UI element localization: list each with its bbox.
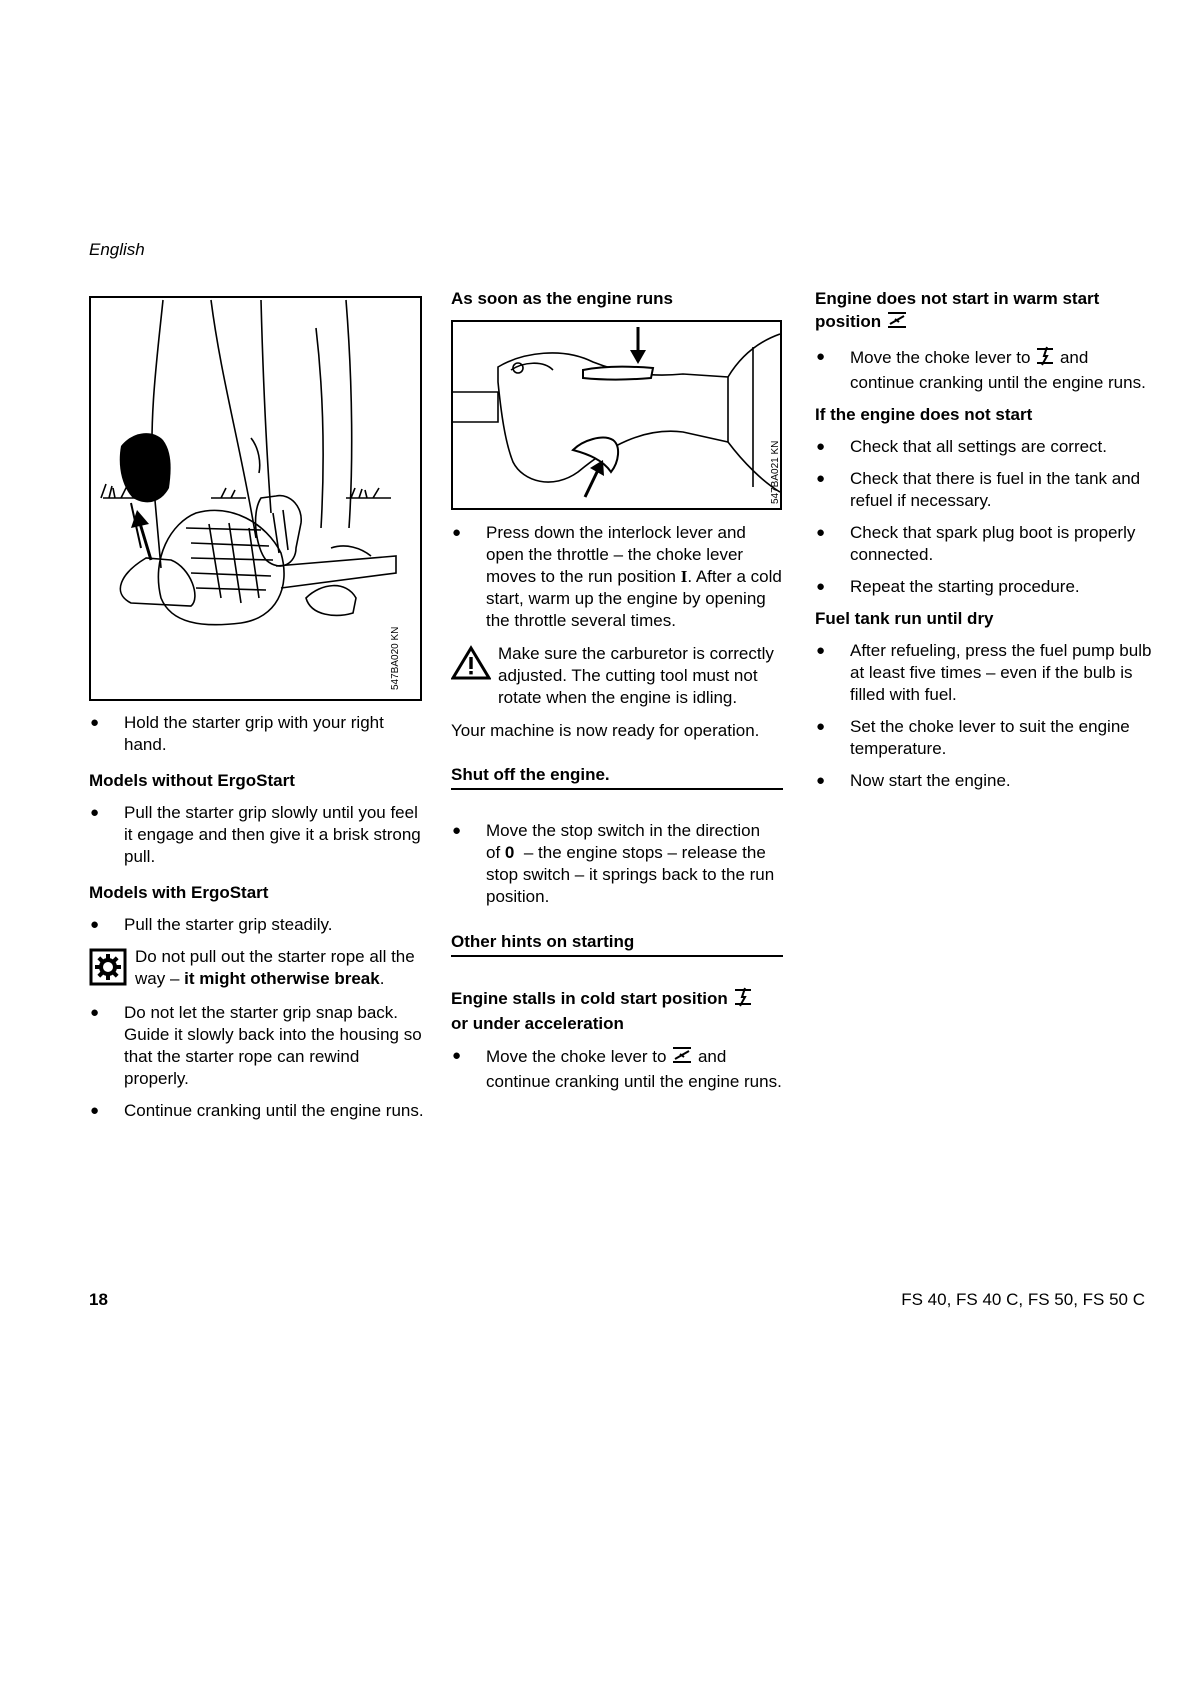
list-item: ● After refueling, press the fuel pump bulb at least five times – even if the bulb is filled with fuel. — [816, 641, 1152, 704]
section-heading: If the engine does not start — [815, 405, 1033, 424]
gear-icon — [89, 948, 127, 992]
cold-start-choke-icon — [733, 987, 753, 1013]
equipment-notice: Do not pull out the starter rope all the way – it might otherwise break. — [89, 946, 425, 990]
section-heading: Models without ErgoStart — [89, 771, 295, 790]
warm-start-choke-icon — [886, 310, 908, 336]
list-item: ● Set the choke lever to suit the engine temperature. — [816, 717, 1130, 758]
list-item: ● Check that there is fuel in the tank and refuel if necessary. — [816, 469, 1141, 510]
section-heading: Fuel tank run until dry — [815, 609, 994, 628]
list-item: ● Check that all settings are correct. — [816, 437, 1108, 456]
run-position-symbol: I — [680, 567, 688, 586]
list-item: ● Move the stop switch in the direction of 0 – the engine stops – release the stop switch – it springs back to the run position. — [452, 821, 775, 906]
section-heading: Shut off the engine. — [451, 764, 783, 790]
list-item: ● Pull the starter grip slowly until you feel it engage and then give it a brisk strong pull. — [90, 803, 421, 866]
section-heading: Engine does not start in warm start position — [815, 288, 1155, 336]
language-label: English — [89, 240, 145, 259]
list-item: ● Repeat the starting procedure. — [816, 577, 1080, 596]
list-item: ● Move the choke lever to and continue cranking until the engine runs. — [816, 348, 1146, 392]
warning-notice: Make sure the carburetor is correctly adjusted. The cutting tool must not rotate when the engine is idling. — [451, 643, 783, 709]
left-column — [89, 296, 425, 1122]
section-heading: Other hints on starting — [451, 931, 783, 957]
warm-start-choke-icon — [671, 1045, 693, 1071]
list-item: ● Hold the starter grip with your right hand. — [90, 713, 384, 754]
list-item: ● Check that spark plug boot is properly connected. — [816, 523, 1136, 564]
section-heading: As soon as the engine runs — [451, 289, 673, 308]
list-item: ● Now start the engine. — [816, 771, 1011, 790]
list-item: ● Move the choke lever to and continue cranking until the engine runs. — [452, 1047, 782, 1091]
throttle-handle-drawing — [453, 322, 780, 508]
list-item: ● Pull the starter grip steadily. — [90, 915, 333, 934]
list-item: ● Continue cranking until the engine runs. — [90, 1101, 424, 1120]
figure-code: 547BA021 KN — [770, 440, 781, 504]
list-item: ● Press down the interlock lever and open the throttle – the choke lever moves to the run position I. After a cold start, warm up the engine by opening the throttle several times. — [452, 523, 782, 630]
paragraph: Your machine is now ready for operation. — [451, 721, 760, 740]
right-column — [815, 288, 1155, 792]
starting-illustration — [89, 296, 422, 701]
figure-code: 547BA020 KN — [390, 626, 401, 690]
throttle-illustration — [451, 320, 782, 510]
cold-start-choke-icon — [1035, 346, 1055, 372]
warning-triangle-icon — [451, 645, 491, 687]
list-item: ● Do not let the starter grip snap back. Guide it slowly back into the housing so that the starter rope can rewind properly. — [90, 1003, 422, 1088]
section-heading: Engine stalls in cold start position or under acceleration — [451, 987, 783, 1035]
middle-column — [451, 288, 783, 1093]
section-heading: Models with ErgoStart — [89, 883, 269, 902]
operator-pulling-starter-drawing — [91, 298, 420, 699]
model-list: FS 40, FS 40 C, FS 50, FS 50 C — [901, 1290, 1145, 1309]
page-number: 18 — [89, 1290, 108, 1309]
